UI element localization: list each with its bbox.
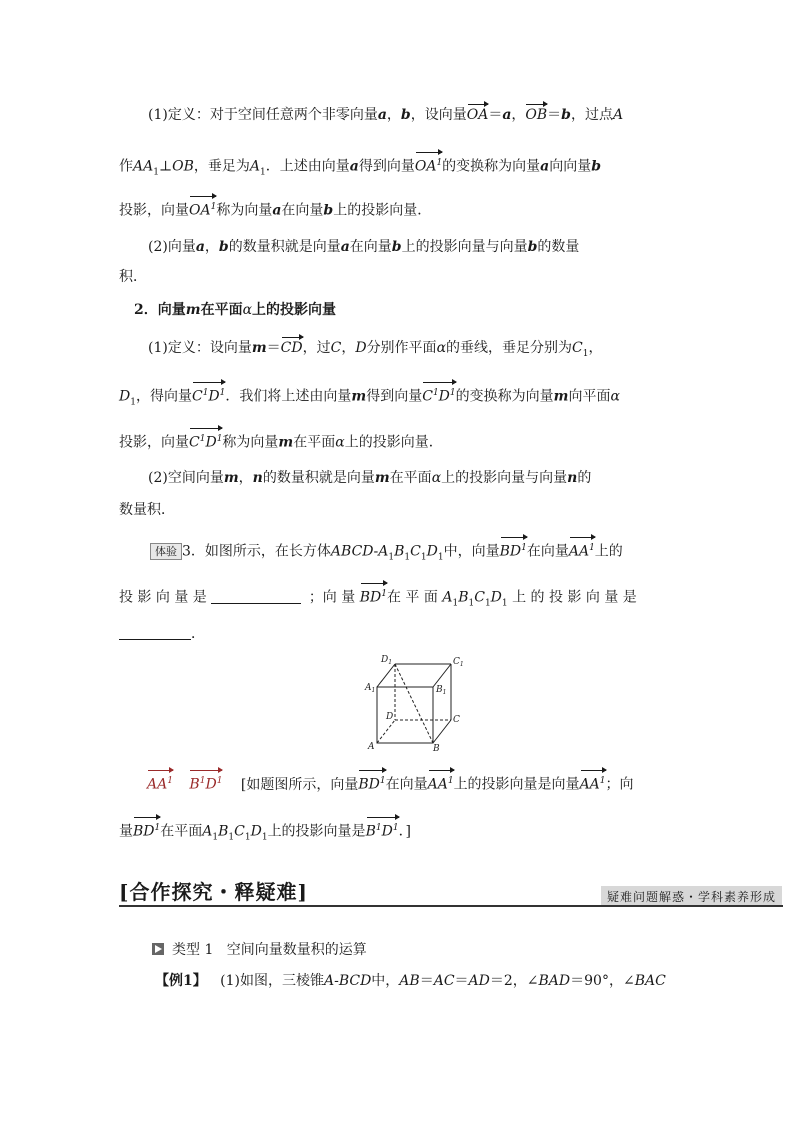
text: 在平面 [389, 470, 432, 486]
text: C [189, 434, 200, 451]
text: ＝90°，∠ [570, 973, 635, 989]
vector-AA1 [569, 538, 595, 562]
answer-value-1 [147, 777, 173, 793]
edge-B1C1 [433, 664, 451, 687]
section-title: [合作探究・释疑难] [119, 880, 308, 904]
text: B [394, 543, 405, 560]
p1-line1 [148, 105, 623, 125]
var-m: m [185, 302, 201, 318]
text: 向向量 [549, 158, 592, 175]
vector-OB: OB [525, 107, 548, 123]
label-D1: $D_1$ [381, 655, 393, 666]
text: 在向量 [349, 239, 392, 255]
play-icon [152, 943, 164, 955]
text: 上的投影向量与向量 [441, 470, 568, 486]
text: 上的 [594, 543, 623, 560]
text: 上的投影向量． [333, 202, 432, 219]
var-alpha: α [610, 388, 620, 405]
answer-blank-2[interactable] [119, 625, 191, 640]
superscript: 1 [379, 776, 386, 786]
var-a: a [502, 107, 512, 123]
var-b: b [400, 107, 411, 123]
var-n: n [252, 470, 263, 486]
text: 上的投影向量 [252, 302, 337, 318]
text: 的数量积就是向量 [262, 470, 375, 486]
text: 量 [119, 823, 133, 840]
text: ，过点 [570, 107, 613, 123]
text: ，垂足为 [193, 158, 250, 175]
text: ；向 [605, 776, 634, 793]
text: (1)定义：设向量 [148, 340, 252, 356]
superscript: 1 [216, 776, 223, 786]
text: BD [358, 776, 380, 793]
text: 在向量 [385, 776, 428, 793]
text: 的 [577, 470, 592, 486]
example1-line1 [155, 971, 666, 991]
text: 3．如图所示，在长方体 [182, 543, 331, 560]
var-a: a [540, 158, 550, 175]
text: 【例1】 [155, 973, 207, 989]
var-a: a [272, 202, 282, 219]
text: ＝2，∠ [489, 973, 539, 989]
text: AD [468, 973, 490, 989]
point-A: A [612, 107, 624, 123]
superscript: 1 [599, 776, 606, 786]
text: (2)空间向量 [148, 470, 224, 486]
var-a: a [377, 107, 387, 123]
p1-line2 [119, 153, 601, 182]
subscript: 1 [437, 552, 444, 563]
text: B [189, 776, 200, 793]
superscript: 1 [199, 434, 206, 444]
superscript: 1 [216, 434, 223, 444]
superscript: 1 [210, 202, 217, 212]
label-A1: $A_1$ [365, 683, 376, 694]
text: 投影，向量 [119, 434, 189, 451]
p2-line1 [148, 237, 579, 257]
label-D: D [386, 712, 394, 722]
var-m: m [374, 470, 390, 486]
subscript: 1 [244, 832, 251, 843]
p4-line2 [119, 500, 175, 520]
label-C1: $C_1$ [453, 657, 464, 668]
label-B: B [433, 744, 440, 754]
text: ＝ [488, 107, 503, 123]
var-m: m [223, 470, 239, 486]
superscript: 1 [381, 589, 387, 599]
text: ， [386, 107, 401, 123]
text [189, 771, 222, 795]
point-D: D [355, 340, 367, 356]
text: ， [341, 340, 356, 356]
superscript: 1 [219, 388, 226, 398]
var-b: b [218, 239, 229, 255]
text: AA [568, 543, 590, 560]
text: 的垂线，垂足分别为 [446, 340, 573, 356]
seg-AA: AA [133, 158, 154, 175]
point-C: C [330, 340, 342, 356]
text: 称为向量 [222, 434, 279, 451]
text: D [426, 543, 438, 560]
subscript: 1 [130, 397, 136, 408]
text: ，过 [302, 340, 331, 356]
var-m: m [251, 340, 267, 356]
text: 数量积． [119, 502, 175, 518]
text: D [250, 823, 262, 840]
text [147, 771, 173, 795]
var-alpha: α [431, 470, 442, 486]
text: B [365, 823, 376, 840]
text: 2．向量 [134, 302, 186, 318]
vector-AA1 [428, 771, 454, 795]
text: 中， [371, 973, 400, 989]
superscript: 1 [447, 776, 454, 786]
var-n: n [567, 470, 578, 486]
vector-B1D1 [366, 818, 399, 842]
text: C [234, 823, 245, 840]
text: ， [511, 107, 526, 123]
subscript: 1 [404, 552, 411, 563]
vector-AA1 [580, 771, 606, 795]
text: 在向量 [281, 202, 324, 219]
text: B [458, 589, 469, 606]
text: 得到向量 [366, 388, 423, 405]
var-b: b [527, 239, 538, 255]
vector-OA1 [415, 153, 442, 177]
text: BAD [538, 973, 571, 989]
text: AA [427, 776, 448, 793]
subscript: 1 [212, 832, 219, 843]
text: D [205, 434, 217, 451]
text: B [218, 823, 229, 840]
section-divider [119, 905, 783, 907]
subscript: 1 [582, 348, 589, 359]
exercise-tag: 体验 [150, 543, 182, 560]
vector-C1D1 [422, 383, 455, 407]
text: 分别作平面 [366, 340, 437, 356]
text: 在 平 面 [386, 589, 438, 606]
cuboid-figure [360, 650, 470, 756]
subscript: 1 [153, 167, 159, 178]
var-alpha: α [242, 302, 253, 318]
text: C [191, 388, 203, 405]
superscript: 1 [167, 776, 173, 786]
text: ， [238, 470, 253, 486]
text: - [373, 543, 379, 560]
text: ．上述由向量 [265, 158, 350, 175]
p2-line2 [119, 267, 147, 287]
text: AC [433, 973, 455, 989]
text: 的数量积就是向量 [228, 239, 341, 255]
subscript: 1 [452, 598, 459, 609]
point-D1: D [119, 388, 131, 405]
text: ，得向量 [135, 388, 192, 405]
text: [如题图所示，向量 [240, 776, 359, 793]
text: ．] [398, 823, 412, 840]
text: 得到向量 [358, 158, 415, 175]
diagonal-BD1 [395, 664, 433, 743]
superscript: 1 [375, 823, 382, 833]
p1-line3 [119, 197, 431, 221]
text: C [474, 589, 485, 606]
text: AA [147, 776, 168, 793]
text: ＝ [266, 340, 281, 356]
edge-AD [377, 720, 395, 743]
text: ＝ [419, 973, 434, 989]
var-a: a [340, 239, 350, 255]
text: 在平面 [160, 823, 203, 840]
superscript: 1 [436, 158, 443, 168]
text: 中，向量 [443, 543, 500, 560]
text: C [422, 388, 433, 405]
text: C [410, 543, 421, 560]
p3-line2 [119, 383, 620, 412]
answer-value-2 [189, 777, 222, 793]
text: AA [579, 776, 600, 793]
vector-C1D1 [192, 383, 225, 407]
text: (1)如图，三棱锥 [220, 973, 324, 989]
text: ， [204, 239, 219, 255]
superscript: 1 [589, 543, 595, 553]
superscript: 1 [199, 776, 206, 786]
var-m: m [351, 388, 367, 405]
text: ． [191, 626, 205, 642]
answer-line2 [119, 818, 411, 847]
text: - [334, 973, 339, 989]
text: ＝ [454, 973, 469, 989]
text: 向平面 [568, 388, 611, 405]
text: D [438, 388, 450, 405]
superscript: 1 [521, 543, 527, 553]
text: 在向量 [526, 543, 569, 560]
answer-blank-1[interactable] [211, 589, 301, 604]
text: 上 的 投 影 向 量 是 [512, 589, 637, 606]
subscript: 1 [261, 832, 268, 843]
text: D [381, 823, 393, 840]
var-b: b [561, 107, 571, 123]
subscript: 1 [388, 552, 395, 563]
p3-line3 [119, 429, 443, 453]
text: AB [399, 973, 420, 989]
exercise-line3 [119, 624, 205, 644]
vector-BD1 [360, 584, 387, 608]
answer-line1 [147, 771, 634, 795]
text: ＝ [547, 107, 562, 123]
text: D [205, 776, 217, 793]
text: ， [588, 340, 603, 356]
var-b: b [391, 239, 402, 255]
var-a: a [349, 158, 359, 175]
var-b: b [323, 202, 334, 219]
text: 投影，向量 [119, 202, 189, 219]
text: OA [414, 158, 437, 175]
text: BAC [634, 973, 666, 989]
vector-BD1 [500, 538, 527, 562]
subscript: 1 [501, 598, 508, 609]
text: A [378, 543, 389, 560]
edge-BC [433, 720, 451, 743]
text: A [442, 589, 453, 606]
text: BD [133, 823, 155, 840]
var-alpha: α [335, 434, 345, 451]
superscript: 1 [154, 823, 161, 833]
point-A: A [249, 158, 261, 175]
label-B1: $B_1$ [436, 685, 447, 696]
text: 上的投影向量与向量 [401, 239, 528, 255]
text: 在平面 [293, 434, 336, 451]
subscript: 1 [468, 598, 475, 609]
p3-line1 [148, 338, 602, 364]
label-A: A [368, 742, 375, 752]
text: 称为向量 [216, 202, 273, 219]
text: 上的投影向量是 [267, 823, 366, 840]
text: 的变换称为向量 [455, 388, 554, 405]
text: 类型 1 [172, 942, 214, 958]
text: (2)向量 [148, 239, 196, 255]
section-subtitle: 疑难问题解惑・学科素养形成 [601, 886, 782, 907]
superscript: 1 [202, 388, 209, 398]
exercise-line2 [119, 584, 637, 613]
label-C: C [453, 715, 460, 725]
text: ⊥ [158, 158, 173, 175]
text: 上的投影向量． [344, 434, 443, 451]
var-m: m [278, 434, 294, 451]
text: BD [359, 589, 382, 606]
text: 的数量 [537, 239, 580, 255]
var-a: a [195, 239, 205, 255]
vector-OA1 [189, 197, 216, 221]
text: OA [189, 202, 211, 219]
text: ；向 量 [308, 589, 356, 606]
text: 的变换称为向量 [442, 158, 541, 175]
point-C1: C [572, 340, 583, 356]
var-b: b [591, 158, 602, 175]
text: 空间向量数量积的运算 [226, 942, 367, 958]
heading-2 [134, 300, 336, 320]
subscript: 1 [260, 167, 266, 178]
seg-OB: OB [172, 158, 194, 175]
text: (1)定义：对于空间任意两个非零向量 [148, 107, 378, 123]
text: 在平面 [200, 302, 243, 318]
vector-BD1 [133, 818, 160, 842]
text: BCD [338, 973, 372, 989]
subscript: 1 [484, 598, 491, 609]
text: BD [499, 543, 522, 560]
vector-BD1 [358, 771, 385, 795]
vector-OA: OA [466, 107, 489, 123]
text: ．我们将上述由向量 [225, 388, 352, 405]
superscript: 1 [449, 388, 456, 398]
text: 上的投影向量是向量 [453, 776, 580, 793]
exercise-line1 [150, 538, 623, 567]
subscript: 1 [420, 552, 427, 563]
text: A [202, 823, 213, 840]
p4-line1 [148, 468, 591, 488]
type1-heading [152, 940, 367, 960]
edge-A1D1 [377, 664, 395, 687]
text: ，设向量 [410, 107, 467, 123]
subscript: 1 [228, 832, 235, 843]
text: 积． [119, 269, 147, 285]
text: A [323, 973, 335, 989]
vector-C1D1 [189, 429, 222, 453]
var-m: m [553, 388, 569, 405]
text: D [490, 589, 502, 606]
superscript: 1 [392, 823, 399, 833]
var-alpha: α [436, 340, 447, 356]
text: 作 [119, 158, 133, 175]
text: ABCD [330, 543, 374, 560]
text: 投 影 向 量 是 [119, 589, 207, 606]
vector-CD: CD [280, 340, 303, 356]
superscript: 1 [432, 388, 439, 398]
text: D [208, 388, 220, 405]
